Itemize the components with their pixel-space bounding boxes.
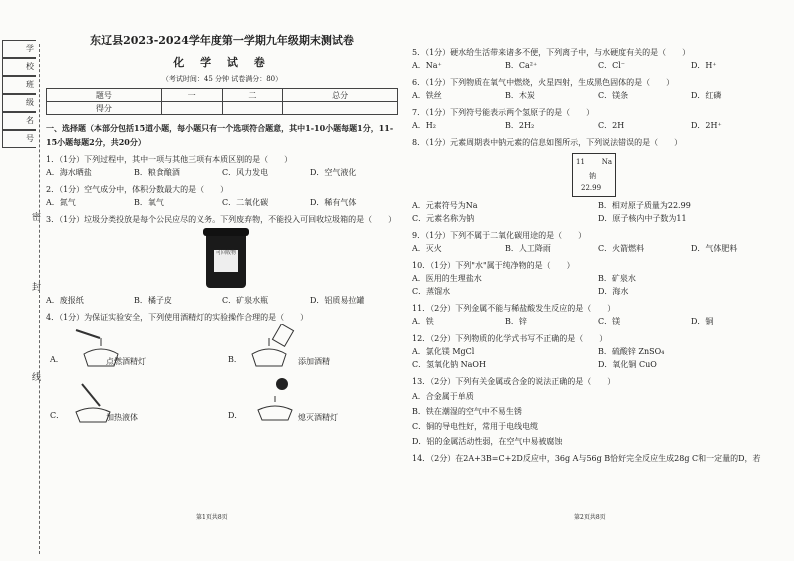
question-stem: 2．（1分）空气成分中，体积分数最大的是（ ）: [46, 185, 229, 194]
score-header-cell: 二: [222, 89, 283, 102]
question-stem: 10．（1分）下列"水"属于纯净物的是（ ）: [412, 261, 575, 270]
lab-figures-row-2: [46, 380, 398, 426]
class-label: 班: [2, 76, 36, 94]
option-row: [412, 199, 784, 212]
option: D．H⁺: [691, 61, 717, 70]
option-row: [412, 119, 784, 132]
option-row: [46, 196, 398, 209]
option-row: [412, 242, 784, 255]
option: C．矿泉水瓶: [222, 296, 269, 305]
option: C．火箭燃料: [598, 244, 645, 253]
option: A．海水晒盐: [46, 168, 92, 177]
question-stem: 14．（2分）在2A+3B=C+2D反应中，36g A与56g B恰好完全反应生成28g C和一定量的D，若: [412, 454, 761, 463]
seal-char-3: 线: [32, 373, 42, 383]
binding-sidebar: [0, 40, 40, 560]
option: D．稀有气体: [310, 198, 357, 207]
figure-caption: 加热液体: [106, 413, 138, 422]
option: A．灭火: [412, 244, 442, 253]
option: A．Na⁺: [412, 61, 442, 70]
bin-lid: [203, 228, 249, 236]
option-row: [46, 166, 398, 179]
recycle-bin-image: [206, 232, 246, 288]
option-row: [412, 89, 784, 102]
page-footer-right: 第2页共8页: [574, 514, 606, 521]
question-stem: 6．（1分）下列物质在氧气中燃烧，火星四射，生成黑色固体的是（ ）: [412, 78, 675, 87]
option: B．人工降雨: [505, 244, 551, 253]
option: B．硫酸锌 ZnSO₄: [598, 347, 665, 356]
option: C．蒸馏水: [412, 287, 451, 296]
page-footer-left: 第1页共8页: [196, 514, 228, 521]
option: C．风力发电: [222, 168, 269, 177]
element-symbol: Na: [601, 158, 612, 166]
school-label-2: 校: [2, 58, 36, 76]
figure-letter: D．: [228, 411, 243, 420]
option-row: [412, 315, 784, 328]
question-stem: 12．（2分）下列物质的化学式书写不正确的是（ ）: [412, 334, 608, 343]
option: B．矿泉水: [598, 274, 636, 283]
option: D．铜: [691, 317, 714, 326]
option: A．医用的生理盐水: [412, 274, 482, 283]
option-line: B．铁在潮湿的空气中不易生锈: [412, 407, 522, 416]
exam-subject: 化 学 试 卷: [173, 56, 271, 69]
option-row: [412, 59, 784, 72]
left-column: [46, 32, 398, 426]
option: C．氢氧化钠 NaOH: [412, 360, 486, 369]
option: B．木炭: [505, 91, 535, 100]
figure-letter: A．: [50, 355, 64, 364]
score-blank-cell[interactable]: [161, 102, 222, 115]
option-row: [412, 358, 784, 371]
option: B．Ca²⁺: [505, 61, 538, 70]
option-row: [412, 345, 784, 358]
option-line: A．合金属于单质: [412, 392, 474, 401]
option: B．粮食酿酒: [134, 168, 180, 177]
option-row: [46, 294, 398, 307]
score-table: [46, 88, 398, 115]
bin-label: 可回收物: [214, 250, 238, 272]
atomic-number: 11: [576, 158, 585, 166]
option: D．气体肥料: [691, 244, 738, 253]
seal-char-1: 密: [32, 213, 42, 223]
class-label-2: 级: [2, 94, 36, 112]
score-header-cell: 一: [161, 89, 222, 102]
question-stem: 13．（2分）下列有关金属或合金的说法正确的是（ ）: [412, 377, 616, 386]
option: B．氧气: [134, 198, 164, 207]
option: C．二氧化碳: [222, 198, 269, 207]
section-heading: 一、选择题（本部分包括15道小题，每小题只有一个选项符合题意，其中1-10小题每题1分，11-15小题每题2分，共20分）: [46, 123, 394, 147]
score-blank-cell[interactable]: [283, 102, 398, 115]
exam-title: 东辽县2023-2024学年度第一学期九年级期末测试卷: [90, 34, 354, 47]
option: C．镁条: [598, 91, 629, 100]
option: D．铝质易拉罐: [310, 296, 365, 305]
question-stem: 5．（1分）硬水给生活带来诸多不便，下列离子中，与水硬度有关的是（ ）: [412, 48, 691, 57]
option-line: D．铝的金属活动性弱，在空气中易被腐蚀: [412, 437, 563, 446]
element-name: 钠: [589, 172, 596, 180]
score-header-cell: 题号: [47, 89, 162, 102]
option: B．相对原子质量为22.99: [598, 201, 691, 210]
option: A．氯化镁 MgCl: [412, 347, 475, 356]
school-label: 学: [2, 40, 36, 58]
option: A．废报纸: [46, 296, 84, 305]
question-stem: 11．（2分）下列金属不能与稀盐酸发生反应的是（ ）: [412, 304, 616, 313]
figure-caption: 点燃酒精灯: [106, 357, 146, 366]
score-header-cell: 总分: [283, 89, 398, 102]
option-row: [412, 272, 784, 285]
option: D．海水: [598, 287, 629, 296]
option-row: [412, 212, 784, 225]
score-blank-cell[interactable]: [222, 102, 283, 115]
option: C．镁: [598, 317, 621, 326]
option: A．铁: [412, 317, 434, 326]
option: B．2H₂: [505, 121, 535, 130]
figure-caption: 添加酒精: [298, 357, 330, 366]
binding-line: [39, 44, 40, 554]
question-stem: 1．（1分）下列过程中，其中一项与其他三项有本质区别的是（ ）: [46, 155, 293, 164]
option: D．氧化铜 CuO: [598, 360, 657, 369]
figure-letter: C．: [50, 411, 65, 420]
right-column: [412, 42, 784, 465]
option: C．2H: [598, 121, 625, 130]
question-stem: 7．（1分）下列符号能表示两个氢原子的是（ ）: [412, 108, 595, 117]
option: C．Cl⁻: [598, 61, 626, 70]
option: C．元素名称为钠: [412, 214, 475, 223]
number-label: 号: [2, 130, 36, 148]
option: D．2H⁺: [691, 121, 722, 130]
option: A．氮气: [46, 198, 76, 207]
exam-info: （考试时间：45 分钟 试卷满分：80）: [161, 75, 283, 83]
option: A．H₂: [412, 121, 436, 130]
option: A．铁丝: [412, 91, 442, 100]
option: D．红磷: [691, 91, 722, 100]
seal-char-2: 封: [32, 283, 42, 293]
element-card: [572, 153, 616, 197]
option: B．锌: [505, 317, 527, 326]
question-stem: 3．（1分）垃圾分类投放是每个公民应尽的义务。下列废弃物，不能投入可回收垃圾箱的是（ ）: [46, 215, 397, 224]
figure-letter: B．: [228, 355, 242, 364]
score-row-label: 得分: [47, 102, 162, 115]
figure-caption: 熄灭酒精灯: [298, 413, 338, 422]
question-stem: 8．（1分）元素周期表中钠元素的信息如图所示，下列说法错误的是（ ）: [412, 138, 683, 147]
name-label: 名: [2, 112, 36, 130]
option-line: C．铜的导电性好，常用于电线电缆: [412, 422, 539, 431]
lab-figures-row-1: [46, 324, 398, 370]
atomic-mass: 22.99: [581, 184, 602, 192]
option: A．元素符号为Na: [412, 201, 478, 210]
question-stem: 9．（1分）下列不属于二氧化碳用途的是（ ）: [412, 231, 587, 240]
option: D．原子核内中子数为11: [598, 214, 687, 223]
option-row: [412, 285, 784, 298]
question-stem: 4．（1分）为保证实验安全，下列使用酒精灯的实验操作合理的是（ ）: [46, 313, 309, 322]
option: D．空气液化: [310, 168, 357, 177]
option: B．橘子皮: [134, 296, 172, 305]
